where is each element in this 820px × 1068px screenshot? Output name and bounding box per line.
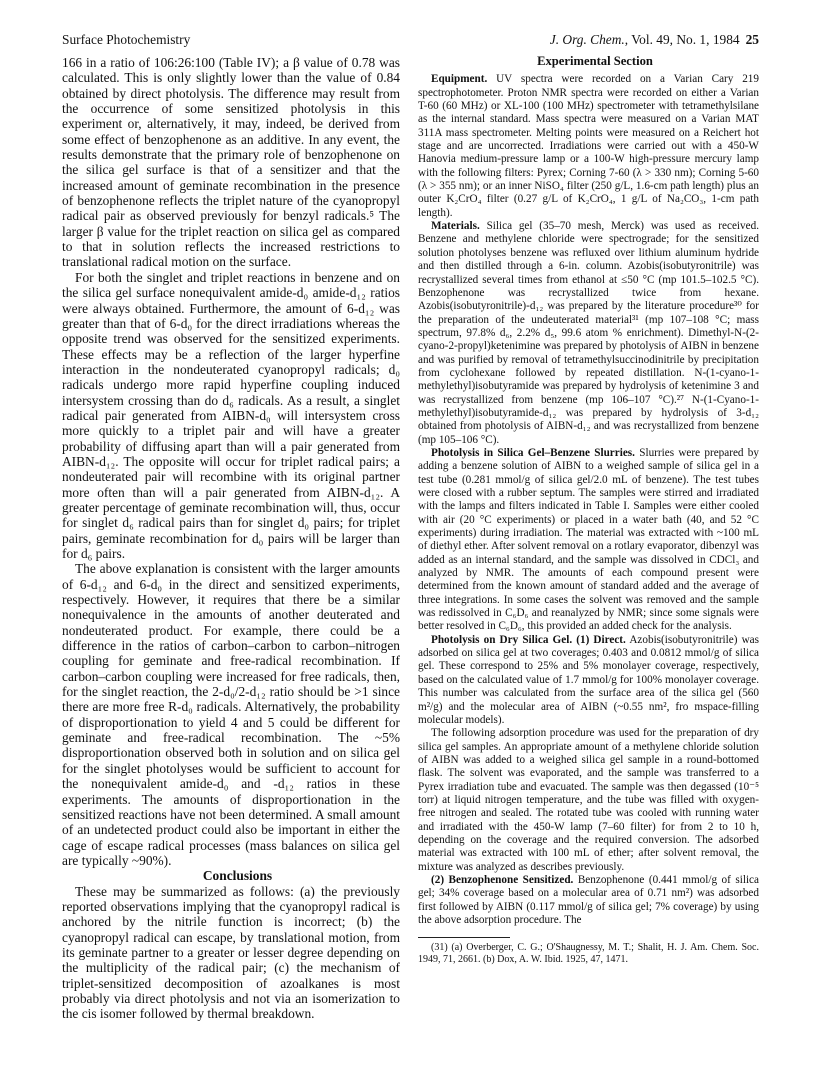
experimental-heading: Experimental Section [537,54,653,68]
footnote-divider [418,937,510,938]
paragraph-dry-silica [418,634,759,727]
volume-issue: , Vol. 49, No. 1, 1984 [624,32,740,47]
running-title: Surface Photochemistry [62,32,191,47]
right-column [418,55,759,966]
left-column [62,55,400,1022]
paragraph-sensitized [418,874,759,927]
paragraph-text: UV spectra were recorded on a Varian Cary 219 spectrophotometer. Proton NMR spectra were recorded on either a Varian T-60 (60 MHz) or XL-100 (100 MHz) spectrometer with tetramethylsilane as the internal standard. Mass spectra were measured on a Varian MAT 311A mass spectrometer. Melting points were measured on a Reichert hot stage and are uncorrected. Irradiations were carried out with a 450-W Hanovia medium-pressure lamp or a 100-W high-pressure mercury lamp with the following filters: Pyrex; Corning 7-60 (λ > 330 nm); Corning 5-60 (λ > 355 nm); or an inner NiSO₄ filter (250 g/L, 1.6-cm path length) plus an outer K₂CrO₄ filter (0.27 g/L of K₂CrO₄, 1 g/L of Na₂CO₃, 1-cm path length). [418,73,759,219]
paragraph-slurries [418,447,759,634]
footnote: (31) (a) Overberger, C. G.; O'Shaugnessy, M. T.; Shalit, H. J. Am. Chem. Soc. 1949, 71, 2661. (b) Dox, A. W. Ibid. 1925, 47, 1471. [418,942,759,966]
paragraph-text: Azobis(isobutyronitrile) was adsorbed on silica gel at two coverages; 0.403 and 0.0812 mmol/g of silica gel. These correspond to 25% and 5% monolayer coverage, respectively, based on the calculated value of 1.7 mmol/g for 100% monolayer coverage. This number was calculated from the surface area of the silica gel (560 m²/g) and the molecular area of AIBN (~0.55 nm², fro mspace-filling molecular models). [418,633,759,726]
paragraph: The above explanation is consistent with the larger amounts of 6-d₁₂ and 6-d₀ in the direct and sensitized experiments, respectively. However, it requires that there be a similar nonequivalence in the amounts of another deuterated and nondeuterated product. For example, there could be a difference in the ratios of carbon–carbon to carbon–nitrogen coupling for geminate and free-radical recombination. If carbon–carbon coupling were increased for free radicals, then, for the singlet reaction, the 2-d₀/2-d₁₂ ratio should be >1 since there are more free R-d₀ radicals. Alternatively, the probability of disproportionation to yield 4 and 5 could be different for geminate and free-radical recombination. The ~5% disproportionation observed both in solution and on silica gel for the singlet photolyses would be sufficient to account for the nonequivalent amide-d₀ and -d₁₂ ratios in these experiments. The amounts of disproportionation in the sensitized reactions have not been determined. A small amount of an undetected product could also be important in either the cage of escape radical processes (mass balances on silica gel are typically ~90%). [62,561,400,868]
paragraph-text: Benzophenone (0.441 mmol/g of silica gel; 34% coverage based on a molecular area of 0.71 nm²) was adsorbed first followed by AIBN (0.117 mmol/g of silica gel; 7% coverage) by using the above adsorption procedure. The [418,873,759,926]
paragraph-adsorption: The following adsorption procedure was used for the preparation of dry silica gel samples. An appropriate amount of a methylene chloride solution of AIBN was added to a weighed silica gel sample in a round-bottomed flask. The solvent was evaporated, and the sample was transferred to a Pyrex irradiation tube and evacuated. The sample was then degassed (10⁻⁵ torr) at liquid nitrogen temperature, and the tube was filled with oxygen-free nitrogen and sealed. The rotated tube was cooled with running water and irradiated with the 450-W lamp (7–60 filter) for from 2 to 10 h, depending on the coverage and the required conversion. The adsorbed material was extracted with 100 mL of ether; after solvent removal, the mixture was analyzed as describes previously. [418,727,759,873]
paragraph-materials [418,220,759,447]
run-in-heading: Materials. [431,220,480,233]
paragraph: For both the singlet and triplet reactions in benzene and on the silica gel surface nonequivalent amide-d₀ amide-d₁₂ ratios were always obtained. Furthermore, the amount of 6-d₁₂ was greater than that of 6-d₀ for the direct irradiations whereas the opposite trend was observed for the sensitized experiments. These effects may be a reflection of the larger hyperfine interaction in the nondeuterated cyanopropyl radicals; d₀ radicals undergo more rapid hyperfine coupling induced intersystem crossing than do d₆ radicals. As a result, a singlet radical pair generated from AIBN-d₀ will intersystem cross more quickly to a triplet pair and will have a greater probability of diffusing apart than will a pair generated from AIBN-d₁₂. The opposite will occur for triplet radical pairs; a nondeuterated pair will recombine with its original partner more often than will a pair generated from AIBN-d₁₂. A greater percentage of geminate recombination will, thus, occur for singlet d₆ radical pairs than for singlet d₀ pairs; for triplet pairs, geminate recombination for d₀ pairs will be larger than for d₆ pairs. [62,269,400,561]
page-number: 25 [745,32,759,47]
run-in-heading: (2) Benzophenone Sensitized. [431,873,574,886]
conclusions-heading: Conclusions [202,868,273,884]
run-in-heading: Photolysis on Dry Silica Gel. (1) Direct. [431,633,626,646]
journal-name: J. Org. Chem. [549,32,625,47]
paragraph-text: Silica gel (35–70 mesh, Merck) was used as received. Benzene and methylene chloride were spectrograde; for the sensitized solution photolyses benzene was refluxed over lithium aluminum hydride and then distilled through a 6-in. column. Azobis(isobutyronitrile) was recrystallized several times from ethanol at ≤50 °C (mp 101.5–102.5 °C). Benzophenone was recrystallized twice from hexane. Azobis(isobutyronitrile)-d₁₂ was prepared by the literature procedure³⁰ for the preparation of the undeuterated material³¹ (mp 107–108 °C; mass spectrum, 97.8% d₆, 2.2% d₅, 99.6 atom % enrichment). Dimethyl-N-(2-cyano-2-propyl)ketenimine was prepared by photolysis of AIBN in benzene and was purified by removal of tetramethylsuccinodinitrile by precipitation from cyclohexane followed by repeated distillation. N-(1-cyano-1-methylethyl)isobutyramide was prepared by hydrolysis of ketenimine 3 and was recrystallized from benzene (mp 106–107 °C).²⁷ N-(1-Cyano-1-methylethyl)isobutyramide-d₁₂ was prepared by hydrolysis of 3-d₁₂ obtained from photolysis of AIBN-d₁₂ and was recrystallized from benzene (mp 105–106 °C). [418,220,759,446]
run-in-heading: Equipment. [431,73,488,86]
paragraph-equipment [418,73,759,220]
run-in-heading: Photolysis in Silica Gel–Benzene Slurries. [431,446,635,459]
running-header [62,32,759,50]
paragraph: 166 in a ratio of 106:26:100 (Table IV); a β value of 0.78 was calculated. This is only slightly lower than the value of 0.84 obtained by direct photolysis. The difference may result from the occurrence of some sensitized photolysis in this experiment or, alternatively, it may, indeed, be derived from some effect of benzophenone as an additive. In any event, the results demonstrate that the primary role of benzophenone on the silica gel surface is that of a sensitizer and that the increased amount of geminate recombination in the presence of benzophenone reflects the triplet nature of the cyanopropyl radical pair as observed previously for benzyl radicals.⁵ The larger β value for the triplet reaction on silica gel as compared to that in solution reflects the increased restrictions to translational radical motion on the surface. [62,55,400,270]
journal-citation [550,32,759,48]
paragraph-text: Slurries were prepared by adding a benzene solution of AIBN to a weighed sample of silica gel in a test tube (0.281 mmol/g of silica gel/2.0 mL of benzene). The test tubes were closed with a rubber septum. The samples were stirred and irradiated with the lamps and filters indicated in Table I. Samples were either cooled with air (20 °C experiments) or placed in a water bath (40, and 52 °C experiments) during irradiation. The material was extracted with ~100 mL of diethyl ether. After solvent removal on a rotlary evaporator, dibenzyl was added as an internal standard, and the sample was dissolved in CDCl₃ and analyzed by NMR. The amounts of each compound present were determined from the known amount of standard added and the average of three integrations. In some cases the solvent was removed and the sample was redissolved in C₆D₆ and reanalyzed by NMR; since some signals were better resolved in C₆D₆, this provided an added check for the analysis. [418,446,759,633]
paragraph: These may be summarized as follows: (a) the previously reported observations implying that the cyanopropyl radical is anchored by the nitrile function is incorrect; (b) the cyanopropyl radical can escape, by translational motion, from its geminate partner to a greater or lesser degree depending on the multiplicity of the radical pair; (c) the mechanism of triplet-sensitized decomposition of azoalkanes is most probably via direct photolysis and not via an isomerization to the cis isomer followed by thermal breakdown. [62,883,400,1022]
